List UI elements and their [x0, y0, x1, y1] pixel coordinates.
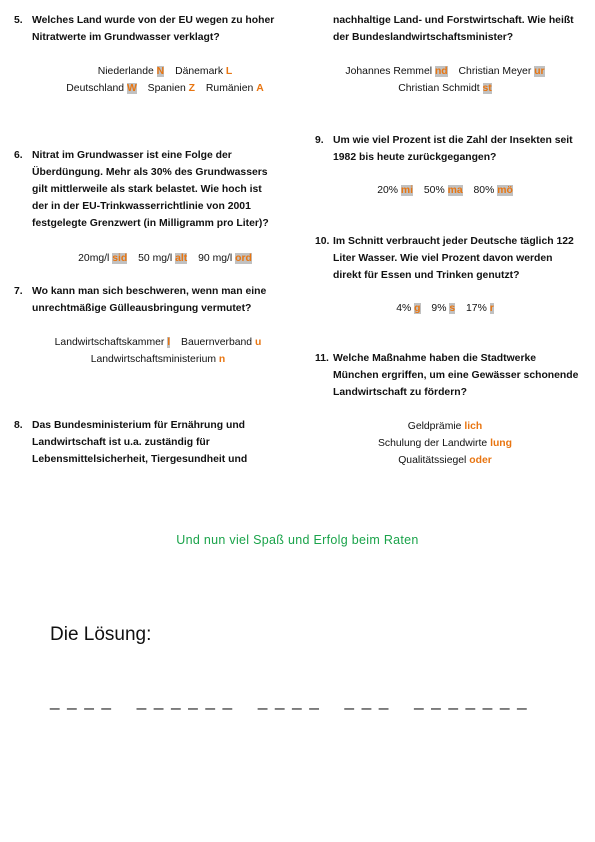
question-text-line: der Bundeslandwirtschaftsminister?	[333, 32, 514, 43]
answer-option: 20mg/l sid	[78, 253, 128, 264]
question-text-line: Landwirtschaft ist u.a. zuständig für	[32, 437, 210, 448]
code-letters: sid	[112, 253, 128, 264]
answer-option: Spanien Z	[147, 83, 196, 94]
question-text-line: Nitratwerte im Grundwasser verklagt?	[32, 32, 220, 43]
question-number: 9.	[315, 135, 324, 146]
code-letters: ur	[534, 66, 545, 77]
solution-blank-word: _ _ _ _ _ _ _	[414, 691, 529, 710]
answer-options-7	[0, 334, 316, 368]
answer-option: 9% s	[431, 303, 456, 314]
answer-option: Landwirtschaftsministerium n	[90, 354, 226, 365]
code-letters: n	[218, 354, 226, 365]
question-text-line: München ergriffen, um eine Gewässer schonende	[333, 370, 579, 381]
solution-blank-word: _ _ _ _	[50, 691, 113, 710]
answer-option: Qualitätssiegel oder	[398, 455, 492, 466]
code-letters: g	[414, 303, 421, 314]
question-text-line: Um wie viel Prozent ist die Zahl der Insekten seit	[333, 135, 573, 146]
code-letters: ma	[447, 185, 463, 196]
answer-option: Landwirtschaftskammer l	[54, 337, 171, 348]
question-text-line: Welches Land wurde von der EU wegen zu hoher	[32, 15, 275, 26]
answer-option: Schulung der Landwirte lung	[377, 438, 512, 449]
code-letters: l	[167, 337, 171, 348]
question-text-line: Im Schnitt verbraucht jeder Deutsche täglich 122	[333, 236, 574, 247]
answer-option: Niederlande N	[97, 66, 165, 77]
answer-option: 80% mö	[473, 185, 513, 196]
answer-option: Johannes Remmel nd	[345, 66, 448, 77]
solution-blanks	[50, 691, 546, 711]
answer-option: Christian Meyer ur	[458, 66, 545, 77]
question-text-line: direkt für Essen und Trinken genutzt?	[333, 270, 520, 281]
code-letters: alt	[175, 253, 188, 264]
question-text-line: Welche Maßnahme haben die Stadtwerke	[333, 353, 537, 364]
code-letters: u	[254, 337, 262, 348]
question-text-line: Lebensmittelsicherheit, Tiergesundheit und	[32, 454, 248, 465]
code-letters: lung	[490, 438, 512, 449]
question-text-line: Überdüngung. Mehr als 30% des Grundwassers	[32, 167, 268, 178]
answer-option: 90 mg/l ord	[198, 253, 252, 264]
answer-option: Geldprämie lich	[407, 421, 483, 432]
answer-option: 4% g	[396, 303, 421, 314]
answer-option: Christian Schmidt st	[398, 83, 492, 94]
answer-option: 50% ma	[423, 185, 463, 196]
question-number: 10.	[315, 236, 330, 247]
question-number: 5.	[14, 15, 23, 26]
code-letters: N	[156, 66, 165, 77]
code-letters: mö	[497, 185, 513, 196]
solution-blank-word: _ _ _ _ _ _	[136, 691, 234, 710]
code-letters: mi	[400, 185, 414, 196]
answer-option: Dänemark L	[175, 66, 233, 77]
question-number: 6.	[14, 150, 23, 161]
code-letters: lich	[464, 421, 483, 432]
answer-option: 20% mi	[377, 185, 414, 196]
question-text-line: Landwirtschaft zu fördern?	[333, 387, 467, 398]
question-text-line: unrechtmäßige Gülleausbringung vermutet?	[32, 303, 252, 314]
question-number: 11.	[315, 353, 329, 364]
question-text-line: Wo kann man sich beschweren, wenn man eine	[32, 286, 267, 297]
answer-option: Bauernverband u	[181, 337, 262, 348]
answer-option: 17% r	[466, 303, 494, 314]
question-text-line: festgelegte Grenzwert (in Milligramm pro Liter)?	[32, 218, 269, 229]
code-letters: nd	[434, 66, 448, 77]
question-number: 8.	[14, 420, 23, 431]
answer-option: 50 mg/l alt	[138, 253, 188, 264]
question-text-line: gilt mittlerweile als stark belastet. Wie hoch ist	[32, 184, 262, 195]
question-text-line: Das Bundesministerium für Ernährung und	[32, 420, 246, 431]
answer-options-6	[0, 250, 330, 267]
solution-title: Die Lösung:	[50, 624, 152, 645]
code-letters: Z	[188, 83, 196, 94]
question-text-line: Nitrat im Grundwasser ist eine Folge der	[32, 150, 232, 161]
question-number: 7.	[14, 286, 23, 297]
answer-options-5	[0, 63, 330, 97]
code-letters: r	[489, 303, 494, 314]
question-text-line: nachhaltige Land- und Forstwirtschaft. Wie heißt	[333, 15, 574, 26]
answer-option: Rumänien A	[205, 83, 264, 94]
closing-message: Und nun viel Spaß und Erfolg beim Raten	[176, 533, 419, 547]
solution-blank-word: _ _ _ _	[257, 691, 321, 710]
code-letters: st	[482, 83, 492, 94]
answer-options-11	[310, 418, 580, 469]
code-letters: L	[225, 66, 233, 77]
answer-options-9	[310, 182, 580, 199]
solution-blank-word: _ _ _	[344, 691, 390, 710]
question-text-line: Liter Wasser. Wie viel Prozent davon werden	[333, 253, 553, 264]
answer-options-10	[310, 300, 580, 317]
question-text-line: 1982 bis heute zurückgegangen?	[333, 152, 497, 163]
question-text-line: der in der EU-Trinkwasserrichtlinie von 2001	[32, 201, 251, 212]
answer-options-8	[310, 63, 580, 97]
code-letters: A	[256, 83, 264, 94]
code-letters: s	[449, 303, 456, 314]
code-letters: oder	[469, 455, 492, 466]
answer-option: Deutschland W	[66, 83, 137, 94]
code-letters: ord	[235, 253, 252, 264]
code-letters: W	[126, 83, 137, 94]
